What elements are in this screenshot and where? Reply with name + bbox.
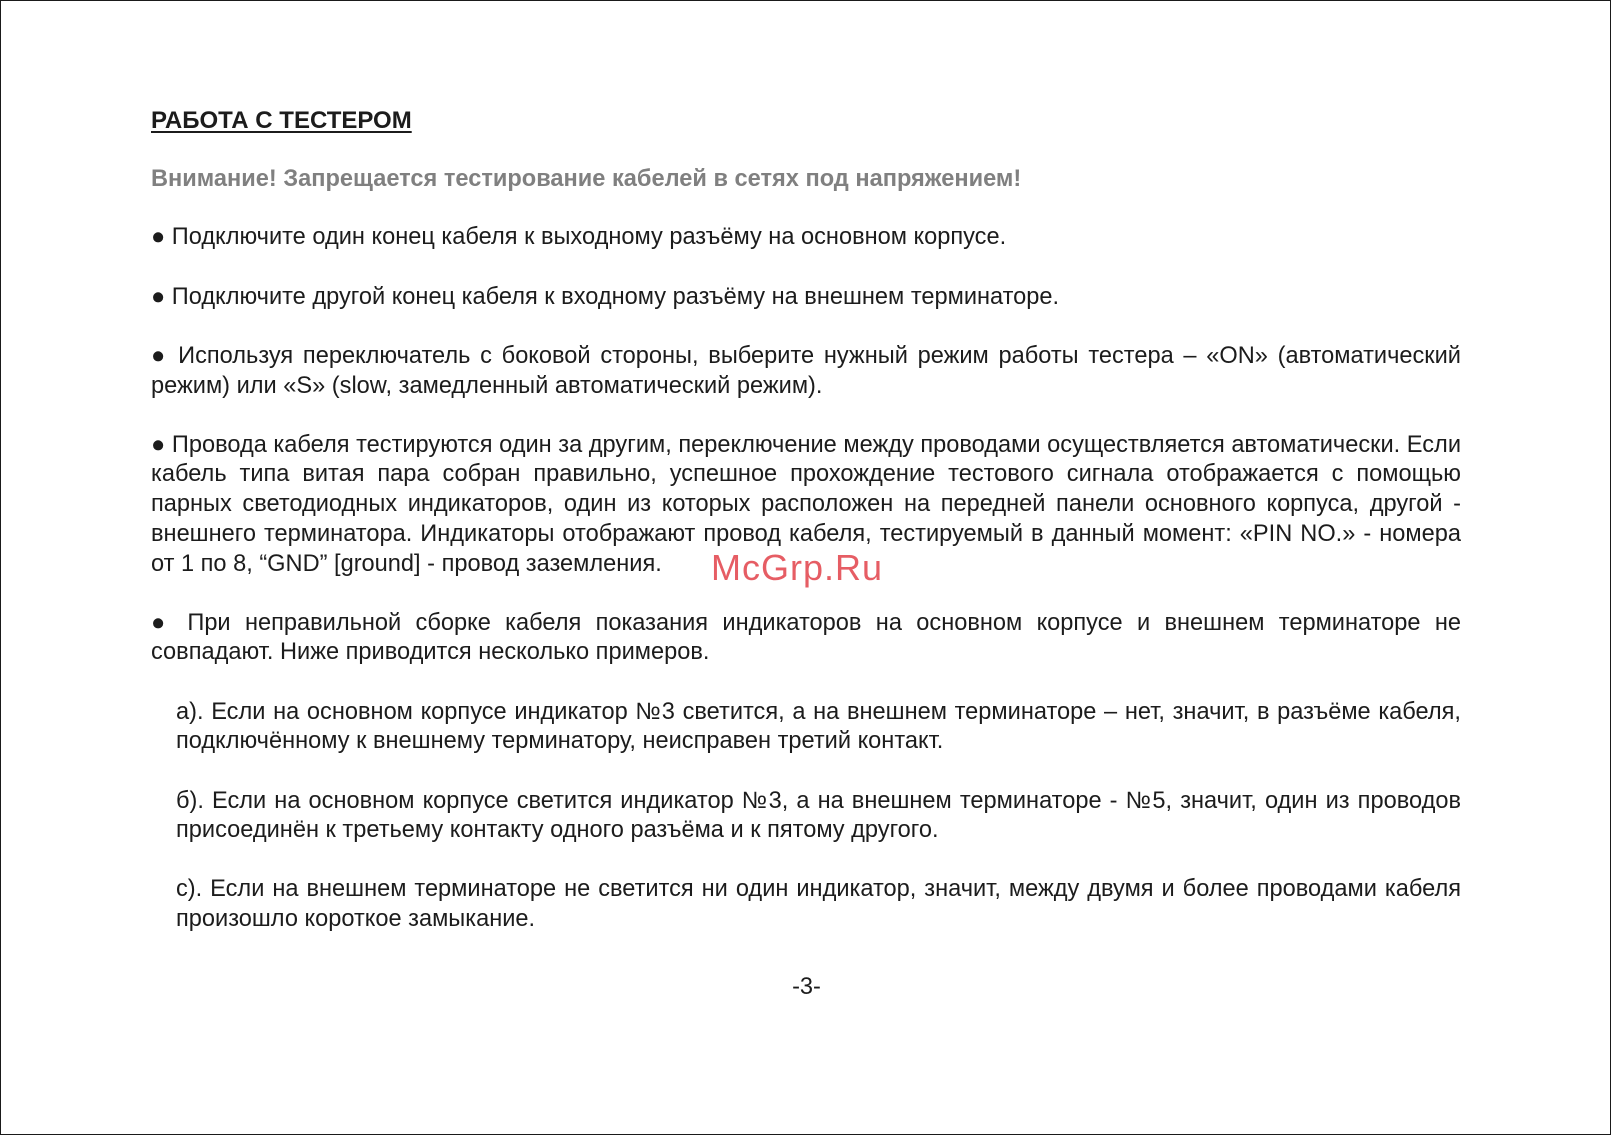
page-number: -3- xyxy=(792,974,821,1000)
instruction-paragraph-3: ● Используя переключатель с боковой стороны, выберите нужный режим работы тестера – «ON» (автоматический режим) или «S» (slow, замедленный автоматический режим). xyxy=(151,342,1461,399)
example-a: а). Если на основном корпусе индикатор №3 светится, а на внешнем терминаторе – нет, значит, в разъёме кабеля, подключённому к внешнему терминатору, неисправен третий контакт. xyxy=(176,698,1461,755)
instruction-paragraph-4: ● Провода кабеля тестируются один за другим, переключение между проводами осуществляется автоматически. Если кабель типа витая пара собран правильно, успешное прохождение тестового сигнала отображается с помощью парных светодиодных индикаторов, один из которых расположен на передней панели основного корпуса, другой - внешнего терминатора. Индикаторы отображают провод кабеля, тестируемый в данный момент: «PIN NO.» - номера от 1 по 8, “GND” [ground] - провод заземления. xyxy=(151,431,1461,577)
watermark: McGrp.Ru xyxy=(711,547,884,588)
section-heading: РАБОТА С ТЕСТЕРОМ xyxy=(151,107,412,134)
example-b: б). Если на основном корпусе светится индикатор №3, а на внешнем терминаторе - №5, значит, один из проводов присоединён к третьему контакту одного разъёма и к пятому другого. xyxy=(176,787,1461,844)
warning-text: Внимание! Запрещается тестирование кабелей в сетях под напряжением! xyxy=(151,165,1022,192)
instruction-paragraph-5: ● При неправильной сборке кабеля показания индикаторов на основном корпусе и внешнем терминаторе не совпадают. Ниже приводится несколько примеров. xyxy=(151,609,1461,666)
instruction-paragraph-1: ● Подключите один конец кабеля к выходному разъёму на основном корпусе. xyxy=(151,224,1007,251)
page-content xyxy=(151,106,1461,964)
instruction-paragraph-2: ● Подключите другой конец кабеля к входному разъёму на внешнем терминаторе. xyxy=(151,283,1060,310)
example-c: с). Если на внешнем терминаторе не светится ни один индикатор, значит, между двумя и более проводами кабеля произошло короткое замыкание. xyxy=(176,876,1461,933)
